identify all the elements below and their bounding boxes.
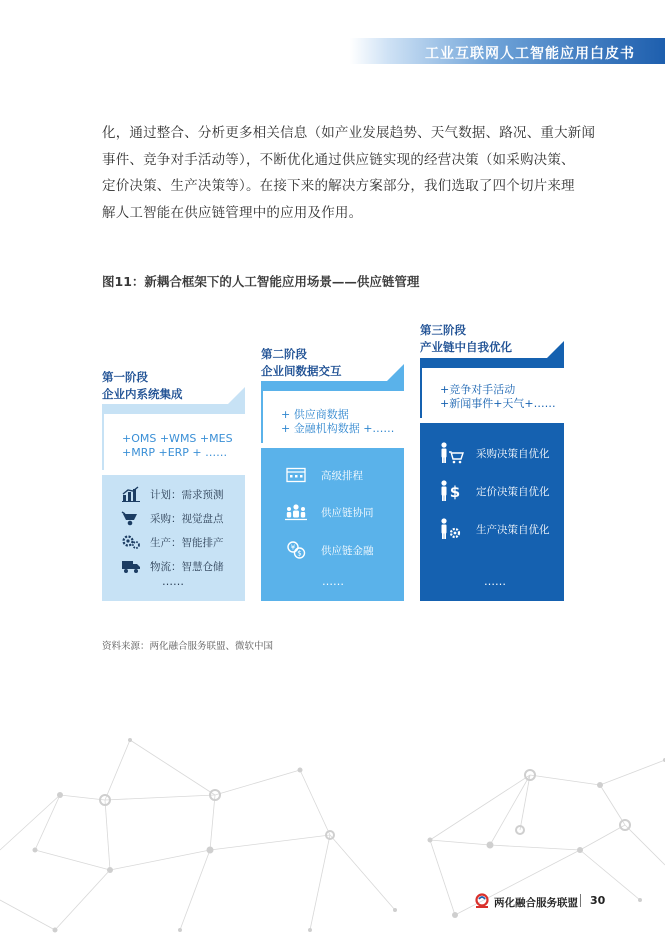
stage-2-heading-line1: 第二阶段 (261, 347, 307, 361)
stage-3-heading (420, 322, 512, 356)
stage-2-heading (261, 346, 342, 380)
stage-3-ellipsis: …… (484, 575, 506, 588)
svg-text:¥: ¥ (290, 543, 296, 552)
stage-1-plus-line: +MRP +ERP + …… (122, 446, 228, 459)
item-label: 定价决策自优化 (476, 485, 550, 498)
stage-2-heading-line2: 企业间数据交互 (261, 364, 342, 378)
gears-icon (120, 533, 142, 551)
body-line: 定价决策、生产决策等）。在接下来的解决方案部分，我们选取了四个切片来理 (102, 178, 575, 194)
stage-1-heading-line1: 第一阶段 (102, 370, 148, 384)
stage-3-bar (420, 358, 564, 368)
stage-1-heading-line2: 企业内系统集成 (102, 387, 183, 401)
person-gear-icon (438, 518, 464, 540)
stage-1-plus-text (122, 432, 233, 460)
stage-1-item (120, 485, 224, 503)
stage-3-heading-line1: 第三阶段 (420, 323, 466, 337)
truck-icon (120, 557, 142, 575)
stage-1-item (120, 533, 224, 551)
item-label: 生产决策自优化 (476, 523, 550, 536)
stage-2-item (285, 466, 363, 484)
stage-1-bar (102, 404, 245, 414)
stage-1-item (120, 557, 224, 575)
person-dollar-icon (438, 480, 464, 502)
person-cart-icon (438, 442, 464, 464)
stage-2-plus-line: + 供应商数据 (281, 408, 349, 421)
item-label: 物流：智慧仓储 (150, 560, 224, 573)
item-label: 计划：需求预测 (150, 488, 224, 501)
stage-3-plus-line: +新闻事件+天气+…… (440, 397, 556, 410)
stage-3-plus-text (440, 383, 556, 411)
stage-3-arrow (547, 341, 564, 358)
stage-2-plus-text (281, 408, 394, 436)
item-label: 采购：视觉盘点 (150, 512, 224, 525)
svg-text:$: $ (297, 549, 302, 558)
stage-2-item (285, 503, 374, 521)
stage-1-heading (102, 369, 183, 403)
stage-2-bar (261, 381, 404, 391)
item-label: 供应链金融 (321, 544, 374, 557)
stage-2-ellipsis: …… (322, 575, 344, 588)
stage-3-item (438, 480, 550, 502)
figure-title: 图11：新耦合框架下的人工智能应用场景——供应链管理 (102, 274, 420, 289)
stage-1-plus-line: +OMS +WMS +MES (122, 432, 233, 445)
calendar-icon (285, 466, 307, 484)
stage-3-item (438, 518, 550, 540)
item-label: 高级排程 (321, 469, 363, 482)
item-label: 生产：智能排产 (150, 536, 224, 549)
header-title: 工业互联网人工智能应用白皮书 (425, 46, 635, 62)
body-line: 事件、竞争对手活动等），不断优化通过供应链实现的经营决策（如采购决策、 (102, 151, 575, 168)
stage-1-arrow (228, 387, 245, 404)
stage-2-plus-line: + 金融机构数据 +…… (281, 422, 395, 435)
body-line: 化，通过整合、分析更多相关信息（如产业发展趋势、天气数据、路况、重大新闻 (102, 125, 596, 141)
stage-3-side-line (420, 368, 422, 418)
bar-chart-icon (120, 485, 142, 503)
stage-2-item (285, 541, 374, 559)
wheelbarrow-icon (120, 509, 142, 527)
stage-3-item (438, 442, 550, 464)
item-label: 供应链协同 (321, 506, 374, 519)
svg-text:$: $ (449, 483, 461, 501)
stage-1-ellipsis: …… (162, 575, 184, 588)
source-note: 资料来源：两化融合服务联盟、微软中国 (102, 641, 274, 652)
team-icon (285, 503, 307, 521)
body-line: 解人工智能在供应链管理中的应用及作用。 (102, 204, 363, 221)
stage-2-side-line (261, 391, 263, 443)
footer-org-name: 两化融合服务联盟 (494, 897, 578, 909)
stage-3-plus-line: +竞争对手活动 (440, 383, 516, 396)
footer-divider (580, 894, 581, 907)
coins-icon (285, 541, 307, 559)
org-logo-icon (474, 893, 490, 909)
stage-3-heading-line2: 产业链中自我优化 (420, 340, 512, 354)
stage-1-item (120, 509, 224, 527)
stage-2-arrow (387, 364, 404, 381)
body-paragraph (102, 120, 596, 226)
item-label: 采购决策自优化 (476, 447, 550, 460)
page-number: 30 (590, 894, 606, 907)
stage-1-side-line (102, 414, 104, 470)
